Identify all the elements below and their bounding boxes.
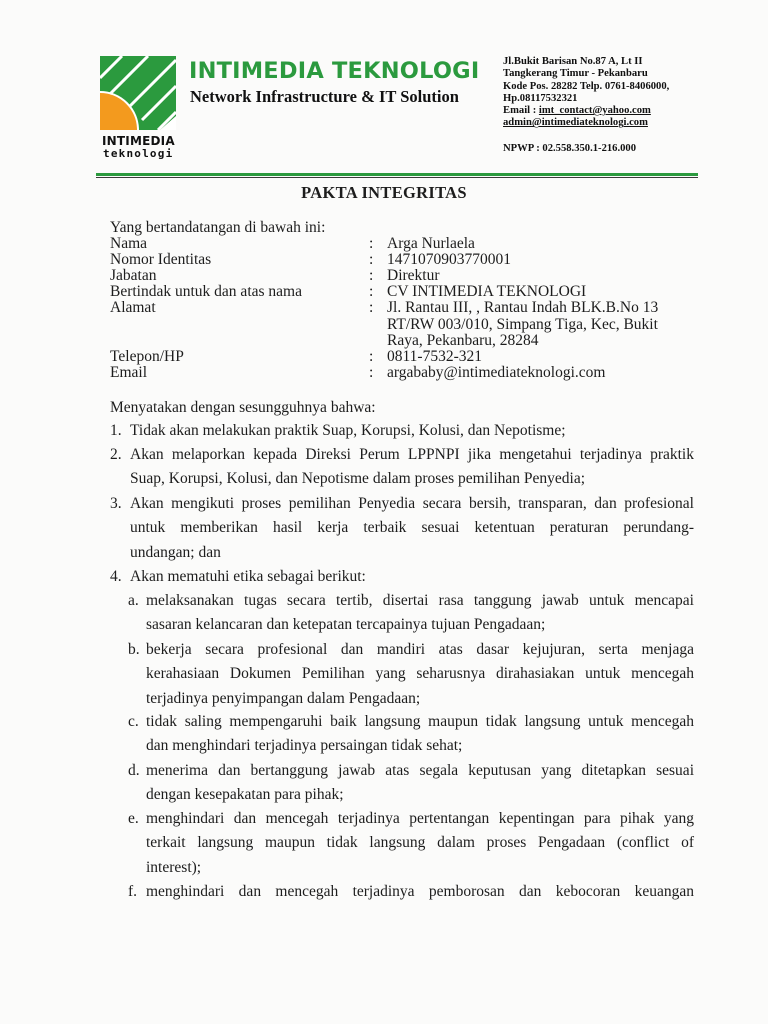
logo-wordmark: INTIMEDIA: [102, 134, 175, 148]
item-text: [130, 443, 694, 492]
field-colon: :: [369, 235, 374, 252]
field-colon: :: [369, 267, 374, 284]
address-line: Hp.08117532321: [503, 92, 578, 104]
item-line: Tidak akan melakukan praktik Suap, Korupsi, Kolusi, dan Nepotisme;: [130, 422, 566, 439]
header-divider-thin: [96, 177, 698, 178]
sub-item-line: menghindari dan mencegah terjadinya pertentangan kepentingan para pihak yang: [146, 810, 694, 827]
email-label: Email :: [503, 105, 539, 117]
document-title: PAKTA INTEGRITAS: [301, 183, 467, 202]
sub-item-line: menghindari dan mencegah terjadinya pemborosan dan kebocoran keuangan: [146, 883, 694, 900]
item-number: 3.: [110, 495, 122, 512]
field-label: Alamat: [110, 299, 156, 316]
item-line: Akan mengikuti proses pemilihan Penyedia secara bersih, transparan, dan profesional: [130, 495, 694, 512]
sub-item-text: [146, 759, 694, 808]
item-line: untuk memberikan hasil kerja terbaik sesuai ketentuan peraturan perundang-: [130, 519, 694, 537]
field-label: Bertindak untuk dan atas nama: [110, 283, 302, 300]
company-name: INTIMEDIA TEKNOLOGI: [189, 58, 480, 84]
item-line: Suap, Korupsi, Kolusi, dan Nepotisme dalam proses pemilihan Penyedia;: [130, 470, 586, 488]
field-value: Direktur: [387, 267, 440, 284]
item-number: 1.: [110, 422, 122, 439]
field-label: Nama: [110, 235, 148, 252]
sub-item-line: dan menghindari terjadinya persaingan tidak sehat;: [146, 737, 463, 755]
sub-item-line: terjadinya penyimpangan dalam Pengadaan;: [146, 689, 421, 707]
sub-item-line: tidak saling mempengaruhi baik langsung maupun tidak langsung untuk mencegah: [146, 713, 694, 730]
address-value-line: RT/RW 003/010, Simpang Tiga, Kec, Bukit: [387, 315, 658, 333]
field-value: 1471070903770001: [387, 251, 511, 268]
item-line: undangan; dan: [130, 543, 221, 561]
field-label: Telepon/HP: [110, 348, 184, 365]
sub-item-letter: d.: [128, 762, 140, 779]
item-text: [130, 419, 694, 443]
sub-item-line: interest);: [146, 858, 202, 876]
sub-item-text: [146, 710, 694, 759]
field-value: [387, 300, 687, 350]
item-text: [130, 565, 694, 589]
item-number: 4.: [110, 568, 122, 585]
address-line: Tangkerang Timur - Pekanbaru: [503, 68, 648, 80]
sub-item-line: sasaran kelancaran dan ketepatan tercapainya tujuan Pengadaan;: [146, 616, 546, 634]
header-divider: [96, 173, 698, 176]
sub-item-line: bekerja secara profesional dan mandiri atas dasar kejujuran, serta menjaga: [146, 641, 694, 658]
sub-item-text: [146, 880, 694, 904]
field-label: Email: [110, 364, 148, 381]
sub-item-line: terkait langsung maupun tidak langsung dalam proses Pengadaan (conflict of: [146, 834, 694, 852]
company-logo: [100, 56, 176, 130]
email-line: [503, 105, 669, 117]
field-label: Nomor Identitas: [110, 251, 212, 268]
npwp-number: NPWP : 02.558.350.1-216.000: [503, 143, 637, 154]
address-value-line: Jl. Rantau III, , Rantau Indah BLK.B.No 13: [387, 299, 659, 316]
sub-item-line: dengan kesepakatan para pihak;: [146, 786, 344, 804]
address-value-line: Raya, Pekanbaru, 28284: [387, 332, 539, 349]
field-colon: :: [369, 348, 374, 365]
item-line: Akan melaporkan kepada Direksi Perum LPPNPI jika mengetahui terjadinya praktik: [130, 446, 694, 463]
field-value: argababy@intimediateknologi.com: [387, 364, 606, 381]
sub-item-letter: e.: [128, 810, 139, 827]
email-link-2[interactable]: admin@intimediateknologi.com: [503, 117, 648, 129]
sub-item-line: kerahasiaan Dokumen Pemilihan yang seharusnya dirahasiakan untuk mencegah: [146, 665, 694, 683]
sub-item-text: [146, 589, 694, 638]
sub-item-text: [146, 807, 694, 880]
field-value: 0811-7532-321: [387, 348, 482, 365]
email-line: [503, 117, 669, 129]
item-line: Akan mematuhi etika sebagai berikut:: [130, 568, 366, 585]
sub-item-letter: a.: [128, 592, 139, 609]
field-label: Jabatan: [110, 267, 157, 284]
sub-item-text: [146, 638, 694, 711]
item-text: [130, 492, 694, 565]
sub-item-letter: c.: [128, 713, 139, 730]
field-colon: :: [369, 364, 374, 381]
statement-text: Menyatakan dengan sesungguhnya bahwa:: [110, 399, 376, 416]
field-colon: :: [369, 283, 374, 300]
address-line: Jl.Bukit Barisan No.87 A, Lt II: [503, 56, 643, 67]
email-link-1[interactable]: imt_contact@yahoo.com: [538, 105, 651, 117]
sub-item-line: menerima dan bertanggung jawab atas segala keputusan yang ditetapkan sesuai: [146, 762, 694, 779]
company-tagline: Network Infrastructure & IT Solution: [190, 87, 459, 106]
address-line: Kode Pos. 28282 Telp. 0761-8406000,: [503, 80, 670, 92]
logo-subwordmark: teknologi: [103, 147, 174, 160]
sub-item-line: melaksanakan tugas secara tertib, disertai rasa tanggung jawab untuk mencapai: [146, 592, 694, 609]
sub-item-letter: f.: [128, 883, 138, 900]
intro-text: Yang bertandatangan di bawah ini:: [110, 219, 326, 236]
item-number: 2.: [110, 446, 122, 463]
logo-icon: [100, 56, 176, 130]
sub-item-letter: b.: [128, 641, 140, 658]
field-value: CV INTIMEDIA TEKNOLOGI: [387, 283, 587, 300]
field-colon: :: [369, 251, 374, 268]
company-address: [503, 56, 669, 130]
field-colon: :: [369, 299, 374, 316]
field-value: Arga Nurlaela: [387, 235, 475, 252]
